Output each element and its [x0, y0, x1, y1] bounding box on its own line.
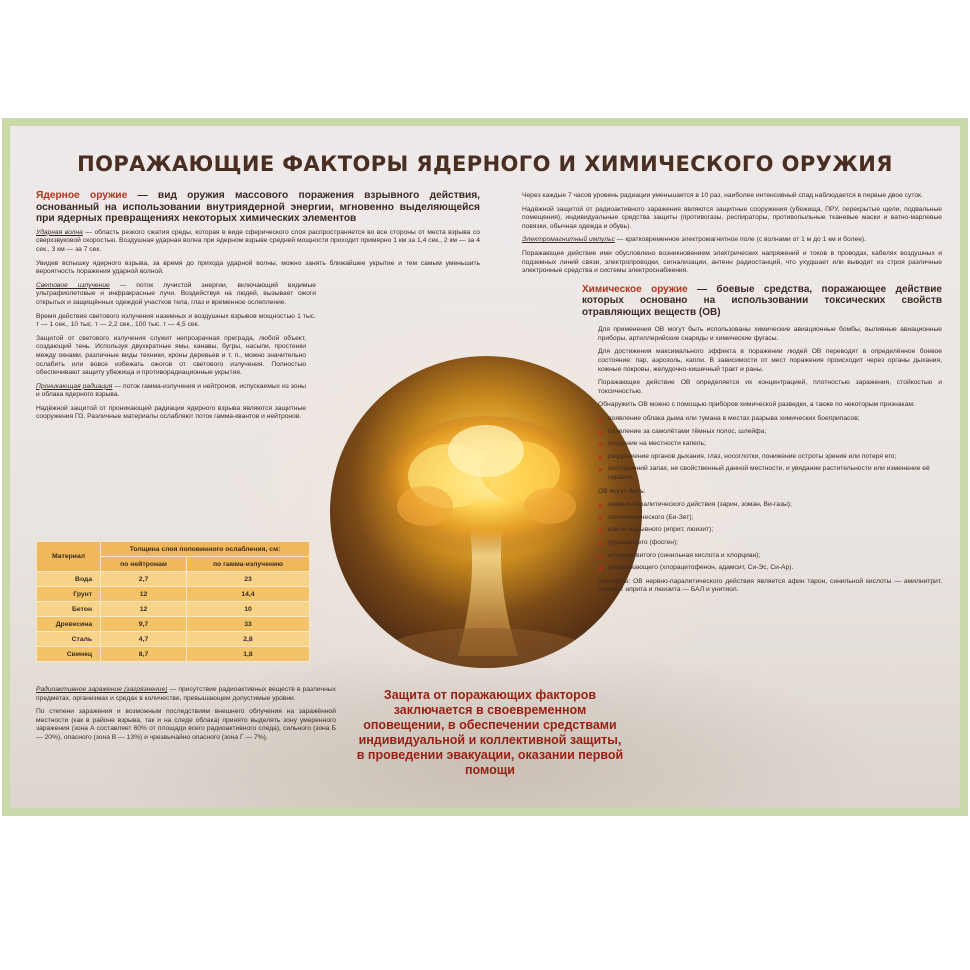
- shock-wave-text: — область резкого сжатия среды, которая в виде сферического слоя распространяется во все стороны от места взрыва со сверхзвуковой скоростью. Воздушная ударная волна при ядерном взрыве средней мощности проходит примерно 1 км за 1,4 сек., 2 км — за 4 сек., 3 км — за 7 сек.: [36, 228, 480, 253]
- chem-detection-paragraph: Обнаружить ОВ можно с помощью приборов химической разведки, а также по некоторым признакам:: [598, 401, 915, 409]
- contamination-section: [36, 686, 336, 748]
- list-item: [598, 514, 942, 523]
- gamma-cell: 14,4: [186, 587, 309, 602]
- bullet-icon: ●: [598, 415, 603, 424]
- material-cell: Древесина: [37, 617, 101, 632]
- emp-paragraph: [522, 236, 942, 245]
- list-item: [598, 453, 942, 462]
- shock-wave-paragraph: [36, 229, 480, 255]
- gamma-cell: 2,8: [186, 632, 309, 647]
- bullet-icon: ●: [598, 551, 603, 561]
- list-item: [598, 465, 942, 482]
- contamination-text: — присутствие радиоактивных веществ в различных предметах, организмах и средах в количестве, превышающем допустимые уровни.: [36, 686, 336, 702]
- protection-summary: Защита от поражающих факторов заключается в своевременном оповещении, в обеспечении средствами индивидуальной и коллективной защиты, в проведении эвакуации, оказании первой помощи: [356, 688, 624, 777]
- shock-wave-term: Ударная волна: [36, 228, 83, 236]
- list-item-text: появление за самолётами тёмных полос, шлейфа;: [608, 427, 767, 435]
- contamination-paragraph: [36, 686, 336, 703]
- bullet-icon: ●: [598, 427, 603, 437]
- list-item-text: удушающего (фосген);: [608, 538, 679, 546]
- half-attenuation-table: [36, 541, 310, 662]
- list-item: [598, 501, 942, 510]
- chem-factors-paragraph: Поражающее действие ОВ определяется их концентрацией, плотностью заражения, стойкостью и токсичностью.: [598, 379, 942, 395]
- list-item-text: посторонний запах, не свойственный данной местности, и увядание растительности или изменение её окраски.: [608, 465, 930, 481]
- contamination-zones: По степени заражения и возможным последствиям внешнего облучения на заражённой местности (как в районе взрыва, так и на следе облака) принято выделять зону умеренного заражения (зона А составляет 60% от площади всего радиоактивного следа), сильного (зона Б — 20%), опасного (зона В — 13%) и чрезвычайно опасного (зона Г — 7%).: [36, 708, 336, 741]
- gamma-cell: 10: [186, 602, 309, 617]
- list-item-text: кожно-нарывного (иприт, люизит);: [608, 526, 714, 534]
- penetrating-radiation-term: Проникающая радиация: [36, 382, 113, 390]
- shock-wave-advice: Увидев вспышку ядерного взрыва, за время до прихода ударной волны, можно занять ближайшее укрытие и тем самым уменьшить вероятность поражения ударной волной.: [36, 259, 480, 276]
- poster-title: ПОРАЖАЮЩИЕ ФАКТОРЫ ЯДЕРНОГО И ХИМИЧЕСКОГО ОРУЖИЯ: [77, 152, 893, 176]
- bullet-icon: ●: [598, 526, 603, 536]
- chem-delivery-paragraph: Для применения ОВ могут быть использованы химические авиационные бомбы, выливные авиационные приборы, артиллерийские снаряды и химические фугасы.: [598, 326, 942, 342]
- light-radiation-paragraph: [36, 282, 316, 308]
- chemical-weapon-definition: [582, 284, 942, 319]
- chem-state-paragraph: Для достижения максимального эффекта в поражении людей ОВ переводят в определённое боевое состояние: пар, аэрозоль, капли. В зависимости от мест поражения происходит через органы дыхания, кожные покровы, желудочно-кишечный тракт и раны.: [598, 348, 942, 373]
- table-row: [37, 587, 310, 602]
- list-item: [598, 539, 942, 548]
- chemical-weapon-term: Химическое оружие: [582, 283, 688, 295]
- bullet-icon: ●: [598, 538, 603, 548]
- bullet-icon: ●: [598, 465, 603, 475]
- bullet-icon: ●: [598, 501, 603, 511]
- emp-text: — кратковременное электромагнитное поле (с волнами от 1 м до 1 км и более).: [614, 236, 867, 244]
- light-radiation-protection: Защитой от светового излучения служит непрозрачная преграда, любой объект, создающий тень. Используя двухкратные ямы, канавы, бугры, насыпи, простенки между окнами, различные виды техники, кроны деревьев и т. п., можно значительно ослабить или вовсе избежать ожогов от светового излучения. Полностью обеспечивают защиту убежища и противорадиационные укрытия.: [36, 334, 306, 377]
- table-header-gamma: по гамма-излучению: [186, 557, 309, 572]
- table-row: [37, 632, 310, 647]
- material-cell: Сталь: [37, 632, 101, 647]
- list-item-text: раздражающего (хлорацетофенон, адамсит, Си-Эс, Си-Ар).: [608, 564, 794, 572]
- list-item: [598, 415, 942, 424]
- nuclear-weapon-term: Ядерное оружие: [36, 190, 128, 201]
- neutron-cell: 8,7: [101, 647, 187, 662]
- table-row: [37, 647, 310, 662]
- list-item-text: раздражение органов дыхания, глаз, носоглотки, понижение остроты зрения или потеря его;: [608, 452, 897, 460]
- list-item-text: психохимического (Би-Зет);: [608, 513, 694, 521]
- material-cell: Грунт: [37, 587, 101, 602]
- neutron-cell: 12: [101, 587, 187, 602]
- material-cell: Свинец: [37, 647, 101, 662]
- chemical-weapon-text: — боевые средства, поражающее действие которых основано на использовании токсических свойств отравляющих веществ (ОВ): [582, 283, 942, 318]
- table-header-material: Материал: [37, 542, 101, 572]
- detection-signs-list: [598, 415, 942, 483]
- table-row: [37, 617, 310, 632]
- bullet-icon: ●: [598, 564, 603, 574]
- emp-term: Электромагнитный импульс: [522, 236, 615, 244]
- list-item-text: появление облака дыма или тумана в местах разрыва химических боеприпасов;: [608, 415, 860, 422]
- ov-types-intro: ОВ могут быть:: [598, 487, 646, 495]
- penetrating-radiation-protection: Надёжной защитой от проникающей радиации ядерного взрыва являются защитные сооружения ГО. Различные материалы ослабляют поток гамма-квантов и нейтронов.: [36, 404, 306, 421]
- bullet-icon: ●: [598, 452, 603, 462]
- neutron-cell: 2,7: [101, 572, 187, 587]
- material-cell: Бетон: [37, 602, 101, 617]
- table-row: [37, 602, 310, 617]
- poster-frame: [2, 118, 968, 816]
- penetrating-radiation-text: — поток гамма-излучения и нейтронов, испускаемых из зоны и облака ядерного взрыва.: [36, 382, 306, 399]
- list-item: [598, 564, 942, 573]
- neutron-cell: 12: [101, 602, 187, 617]
- chemical-section: [598, 326, 942, 595]
- table-row: [37, 572, 310, 587]
- contamination-term: Радиоактивное заражение (загрязнение): [36, 686, 168, 693]
- material-cell: Вода: [37, 572, 101, 587]
- antidotes-paragraph: Антидоты: ОВ нервно-паралитического действия является афин тарон, синильной кислоты — амилнитрит. Антидот иприта и люизита — БАЛ и унитиол.: [598, 577, 942, 594]
- neutron-cell: 9,7: [101, 617, 187, 632]
- penetrating-radiation-paragraph: [36, 383, 306, 400]
- list-item-text: оседание на местности капель;: [608, 440, 706, 448]
- gamma-cell: 33: [186, 617, 309, 632]
- list-item: [598, 428, 942, 437]
- bullet-icon: ●: [598, 513, 603, 523]
- gamma-cell: 23: [186, 572, 309, 587]
- list-item: [598, 526, 942, 535]
- poster: [10, 126, 960, 808]
- table-header-thickness: Толщина слоя половинного ослабления, см:: [101, 542, 310, 557]
- light-radiation-duration: Время действия светового излучения наземных и воздушных взрывов мощностью 1 тыс. т — 1 сек., 10 тыс. т — 2,2 сек., 100 тыс. т — 4,5 сек.: [36, 312, 316, 329]
- list-item: [598, 440, 942, 449]
- ov-types-list: [598, 501, 942, 573]
- list-item-text: общеядовитого (синильная кислота и хлорциан);: [608, 551, 761, 559]
- right-column: [522, 192, 942, 600]
- nuclear-weapon-definition: [36, 190, 480, 225]
- emp-effects-paragraph: Поражающее действие ими обусловлено возникновением электрических напряжений и токов в проводах, кабелях воздушных и подземных линий связи, электропроводки, сигнализации, антенн радиостанций, что ухудшает или выводит из строя различные электронные средства и системы электроснабжения.: [522, 249, 942, 275]
- table-header-neutrons: по нейтронам: [101, 557, 187, 572]
- light-radiation-term: Световое излучение: [36, 281, 110, 289]
- nuclear-weapon-text: — вид оружия массового поражения взрывного действия, основанный на использовании внутриядерной энергии, мгновенно выделяющейся при ядерных превращениях некоторых химических элементов: [36, 190, 480, 225]
- radiation-decay-paragraph: Через каждые 7 часов уровень радиации уменьшается в 10 раз, наиболее интенсивный спад наблюдается в первые двое суток.: [522, 192, 923, 199]
- bullet-icon: ●: [598, 440, 603, 450]
- list-item: [598, 552, 942, 561]
- light-radiation-text: — поток лучистой энергии, включающий видимые ультрафиолетовые и инфракрасные лучи. Воздействуя на людей, вызывает ожоги открытых и защищённых одеждой участков тела, глаз и временное ослепление.: [36, 281, 316, 306]
- contamination-protection-paragraph: Надёжной защитой от радиоактивного заражения являются защитные сооружения (убежища, ПРУ, перекрытые щели, подвальные помещения), индивидуальные средства защиты (противогазы, респираторы, противопыльные тканевые маски и ватно-марлевые повязки, обычная одежда и обувь).: [522, 205, 942, 230]
- list-item-text: нервно-паралитического действия (зарин, зоман, Ви-газы);: [608, 501, 792, 509]
- neutron-cell: 4,7: [101, 632, 187, 647]
- gamma-cell: 1,8: [186, 647, 309, 662]
